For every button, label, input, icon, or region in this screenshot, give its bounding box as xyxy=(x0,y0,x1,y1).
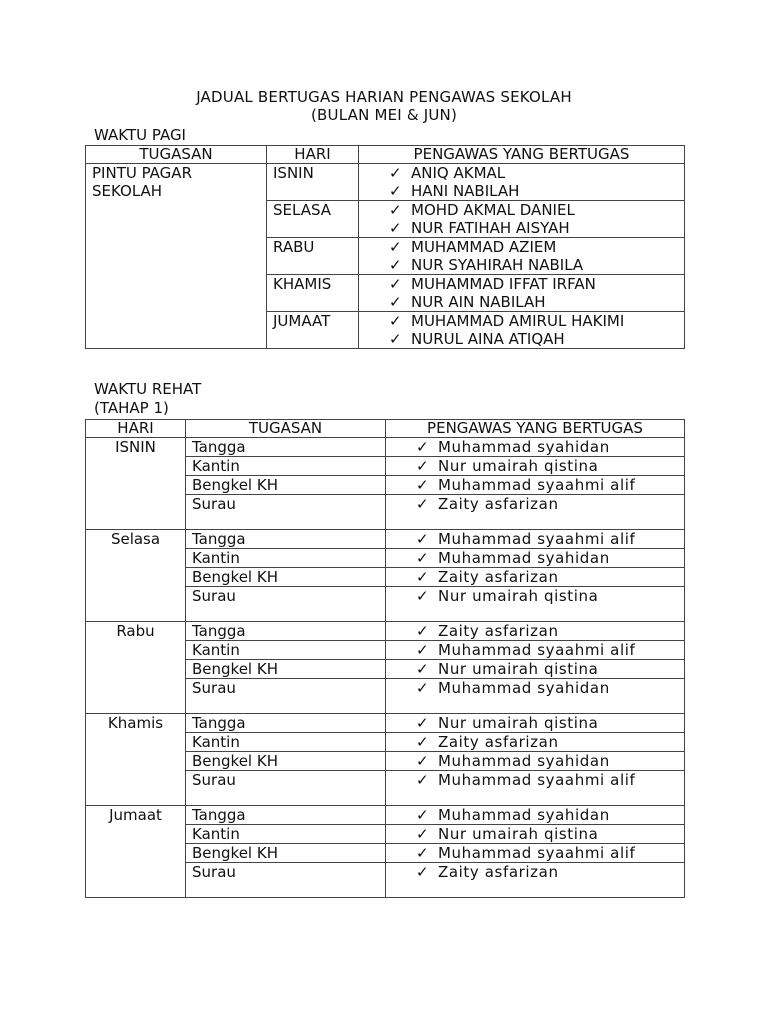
check-icon: ✓ xyxy=(389,238,402,256)
day-cell: RABU xyxy=(267,238,359,275)
prefect-name: Muhammad syahidan xyxy=(438,806,610,824)
section-label-rehat: WAKTU REHAT xyxy=(94,380,202,398)
task-cell: Bengkel KH xyxy=(186,660,386,679)
names-cell xyxy=(386,660,685,679)
names-cell xyxy=(359,164,685,201)
table-row xyxy=(86,164,685,201)
task-cell: Tangga xyxy=(186,622,386,641)
prefect-name: Zaity asfarizan xyxy=(438,622,559,640)
names-cell xyxy=(386,587,685,622)
table-row xyxy=(86,530,685,549)
check-icon: ✓ xyxy=(416,679,430,697)
check-icon: ✓ xyxy=(416,622,430,640)
header-pengawas: PENGAWAS YANG BERTUGAS xyxy=(359,146,685,164)
check-icon: ✓ xyxy=(416,825,430,843)
names-cell xyxy=(359,312,685,349)
task-cell: Kantin xyxy=(186,733,386,752)
prefect-name: Zaity asfarizan xyxy=(438,568,559,586)
day-cell: Rabu xyxy=(86,622,186,714)
prefect-name: MOHD AKMAL DANIEL xyxy=(411,201,575,219)
table-waktu-rehat xyxy=(85,419,685,898)
names-cell xyxy=(386,476,685,495)
task-cell: Surau xyxy=(186,587,386,622)
names-cell xyxy=(359,275,685,312)
task-cell: Surau xyxy=(186,679,386,714)
check-icon: ✓ xyxy=(389,182,402,200)
header-hari: HARI xyxy=(267,146,359,164)
check-icon: ✓ xyxy=(416,733,430,751)
names-cell xyxy=(386,806,685,825)
check-icon: ✓ xyxy=(389,201,402,219)
prefect-name: Nur umairah qistina xyxy=(438,457,599,475)
check-icon: ✓ xyxy=(389,219,402,237)
table-row xyxy=(86,622,685,641)
day-cell: JUMAAT xyxy=(267,312,359,349)
prefect-name: Muhammad syaahmi alif xyxy=(438,641,636,659)
prefect-name: ANIQ AKMAL xyxy=(411,164,506,182)
day-cell: ISNIN xyxy=(86,438,186,530)
prefect-name: NUR SYAHIRAH NABILA xyxy=(411,256,584,274)
rehat-body xyxy=(86,438,685,898)
prefect-name: Zaity asfarizan xyxy=(438,863,559,881)
day-cell: SELASA xyxy=(267,201,359,238)
check-icon: ✓ xyxy=(416,495,430,513)
task-cell: Kantin xyxy=(186,641,386,660)
check-icon: ✓ xyxy=(416,438,430,456)
names-cell xyxy=(386,844,685,863)
names-cell xyxy=(386,771,685,806)
check-icon: ✓ xyxy=(416,457,430,475)
check-icon: ✓ xyxy=(416,660,430,678)
names-cell xyxy=(386,438,685,457)
prefect-name: Nur umairah qistina xyxy=(438,587,599,605)
task-cell: Surau xyxy=(186,863,386,898)
table-row xyxy=(86,806,685,825)
prefect-name: MUHAMMAD AZIEM xyxy=(411,238,557,256)
check-icon: ✓ xyxy=(389,293,402,311)
prefect-name: Muhammad syaahmi alif xyxy=(438,844,636,862)
check-icon: ✓ xyxy=(416,844,430,862)
task-cell xyxy=(86,164,267,349)
section-label-pagi: WAKTU PAGI xyxy=(94,126,186,144)
names-cell xyxy=(359,238,685,275)
names-cell xyxy=(386,863,685,898)
check-icon: ✓ xyxy=(416,641,430,659)
names-cell xyxy=(386,622,685,641)
prefect-name: Muhammad syaahmi alif xyxy=(438,530,636,548)
day-cell: Jumaat xyxy=(86,806,186,898)
names-cell xyxy=(386,641,685,660)
task-cell: Bengkel KH xyxy=(186,568,386,587)
names-cell xyxy=(386,825,685,844)
table-waktu-pagi xyxy=(85,145,685,349)
prefect-name: Zaity asfarizan xyxy=(438,733,559,751)
names-cell xyxy=(386,679,685,714)
table-header-row xyxy=(86,420,685,438)
names-cell xyxy=(386,568,685,587)
task-line: SEKOLAH xyxy=(92,182,163,200)
task-cell: Bengkel KH xyxy=(186,844,386,863)
document-title: JADUAL BERTUGAS HARIAN PENGAWAS SEKOLAH xyxy=(196,88,572,106)
prefect-name: Nur umairah qistina xyxy=(438,825,599,843)
prefect-name: Muhammad syahidan xyxy=(438,679,610,697)
prefect-name: Nur umairah qistina xyxy=(438,714,599,732)
header-tugasan: TUGASAN xyxy=(86,146,267,164)
document-subtitle: (BULAN MEI & JUN) xyxy=(310,106,458,124)
check-icon: ✓ xyxy=(416,714,430,732)
table-row xyxy=(86,714,685,733)
prefect-name: Zaity asfarizan xyxy=(438,495,559,513)
task-cell: Tangga xyxy=(186,530,386,549)
task-cell: Bengkel KH xyxy=(186,752,386,771)
prefect-name: MUHAMMAD IFFAT IRFAN xyxy=(411,275,596,293)
task-cell: Bengkel KH xyxy=(186,476,386,495)
prefect-name: Muhammad syaahmi alif xyxy=(438,771,636,789)
prefect-name: Nur umairah qistina xyxy=(438,660,599,678)
check-icon: ✓ xyxy=(416,549,430,567)
names-cell xyxy=(386,714,685,733)
day-cell: Selasa xyxy=(86,530,186,622)
task-line: PINTU PAGAR xyxy=(92,164,192,182)
header-pengawas: PENGAWAS YANG BERTUGAS xyxy=(386,420,685,438)
check-icon: ✓ xyxy=(416,806,430,824)
check-icon: ✓ xyxy=(389,275,402,293)
task-cell: Surau xyxy=(186,495,386,530)
prefect-name: HANI NABILAH xyxy=(411,182,520,200)
names-cell xyxy=(386,495,685,530)
names-cell xyxy=(386,752,685,771)
check-icon: ✓ xyxy=(416,863,430,881)
header-hari: HARI xyxy=(86,420,186,438)
prefect-name: Muhammad syahidan xyxy=(438,549,610,567)
task-cell: Tangga xyxy=(186,714,386,733)
check-icon: ✓ xyxy=(416,587,430,605)
names-cell xyxy=(386,733,685,752)
check-icon: ✓ xyxy=(416,752,430,770)
day-cell: Khamis xyxy=(86,714,186,806)
check-icon: ✓ xyxy=(416,530,430,548)
prefect-name: Muhammad syaahmi alif xyxy=(438,476,636,494)
task-cell: Tangga xyxy=(186,438,386,457)
prefect-name: Muhammad syahidan xyxy=(438,438,610,456)
prefect-name: NUR AIN NABILAH xyxy=(411,293,546,311)
task-cell: Surau xyxy=(186,771,386,806)
names-cell xyxy=(386,530,685,549)
check-icon: ✓ xyxy=(416,568,430,586)
task-cell: Kantin xyxy=(186,457,386,476)
table-row xyxy=(86,438,685,457)
day-cell: ISNIN xyxy=(267,164,359,201)
check-icon: ✓ xyxy=(416,771,430,789)
check-icon: ✓ xyxy=(389,164,402,182)
header-tugasan: TUGASAN xyxy=(186,420,386,438)
prefect-name: NURUL AINA ATIQAH xyxy=(411,330,565,348)
check-icon: ✓ xyxy=(389,312,402,330)
names-cell xyxy=(386,457,685,476)
prefect-name: NUR FATIHAH AISYAH xyxy=(411,219,570,237)
day-cell: KHAMIS xyxy=(267,275,359,312)
table-header-row xyxy=(86,146,685,164)
check-icon: ✓ xyxy=(389,330,402,348)
check-icon: ✓ xyxy=(416,476,430,494)
task-cell: Tangga xyxy=(186,806,386,825)
check-icon: ✓ xyxy=(389,256,402,274)
task-cell: Kantin xyxy=(186,549,386,568)
names-cell xyxy=(359,201,685,238)
prefect-name: MUHAMMAD AMIRUL HAKIMI xyxy=(411,312,625,330)
task-cell: Kantin xyxy=(186,825,386,844)
names-cell xyxy=(386,549,685,568)
prefect-name: Muhammad syahidan xyxy=(438,752,610,770)
section-sublabel-rehat: (TAHAP 1) xyxy=(94,399,169,417)
